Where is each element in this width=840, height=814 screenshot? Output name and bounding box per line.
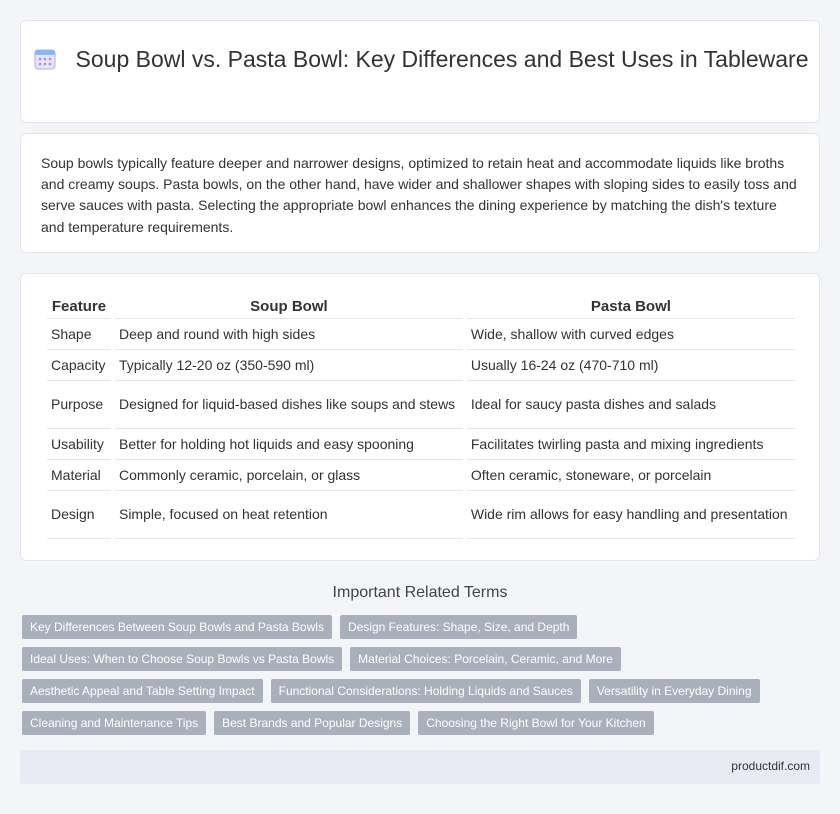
related-term-tag[interactable]: Best Brands and Popular Designs — [214, 711, 410, 735]
feature-cell: Capacity — [47, 350, 111, 381]
soup-cell: Deep and round with high sides — [115, 319, 463, 350]
tag-row — [22, 711, 822, 735]
feature-cell: Usability — [47, 429, 111, 460]
pasta-cell: Ideal for saucy pasta dishes and salads — [467, 381, 795, 429]
related-term-tag[interactable]: Cleaning and Maintenance Tips — [22, 711, 206, 735]
related-term-tag[interactable]: Ideal Uses: When to Choose Soup Bowls vs Pasta Bowls — [22, 647, 342, 671]
soup-cell: Typically 12-20 oz (350-590 ml) — [115, 350, 463, 381]
feature-cell: Shape — [47, 319, 111, 350]
comparison-table-card — [20, 273, 820, 561]
soup-cell: Simple, focused on heat retention — [115, 491, 463, 539]
footer — [20, 750, 820, 784]
related-terms-title: Important Related Terms — [332, 584, 508, 601]
soup-cell: Better for holding hot liquids and easy spooning — [115, 429, 463, 460]
pasta-cell: Facilitates twirling pasta and mixing ingredients — [467, 429, 795, 460]
pasta-cell: Often ceramic, stoneware, or porcelain — [467, 460, 795, 491]
soup-cell: Commonly ceramic, porcelain, or glass — [115, 460, 463, 491]
pasta-cell: Wide rim allows for easy handling and presentation — [467, 491, 795, 539]
comparison-table — [43, 295, 799, 539]
table-header-row — [47, 295, 795, 319]
page-title-text: Soup Bowl vs. Pasta Bowl: Key Differences and Best Uses in Tableware — [75, 46, 809, 72]
feature-cell: Purpose — [47, 381, 111, 429]
intro-paragraph: Soup bowls typically feature deeper and narrower designs, optimized to retain heat and accommodate liquids like broths and creamy soups. Pasta bowls, on the other hand, have wider and shallower shapes with sloping sides to easily toss and serve sauces with pasta. Selecting the appropriate bowl enhances the dining experience by matching the dish's texture and temperature requirements. — [41, 155, 797, 235]
table-row — [47, 491, 795, 539]
table-row — [47, 381, 795, 429]
header-feature: Feature — [47, 295, 111, 319]
pasta-cell: Wide, shallow with curved edges — [467, 319, 795, 350]
header-soup-bowl: Soup Bowl — [115, 295, 463, 319]
table-row — [47, 319, 795, 350]
table-row — [47, 350, 795, 381]
page-title — [21, 45, 821, 74]
table-row — [47, 429, 795, 460]
soup-cell: Designed for liquid-based dishes like soups and stews — [115, 381, 463, 429]
related-term-tag[interactable]: Key Differences Between Soup Bowls and Pasta Bowls — [22, 615, 332, 639]
related-term-tag[interactable]: Versatility in Everyday Dining — [589, 679, 760, 703]
related-term-tag[interactable]: Design Features: Shape, Size, and Depth — [340, 615, 577, 639]
tag-row — [22, 647, 822, 671]
related-term-tag[interactable]: Aesthetic Appeal and Table Setting Impact — [22, 679, 263, 703]
related-term-tag[interactable]: Material Choices: Porcelain, Ceramic, and More — [350, 647, 621, 671]
intro-card — [20, 133, 820, 253]
header-pasta-bowl: Pasta Bowl — [467, 295, 795, 319]
feature-cell: Design — [47, 491, 111, 539]
pasta-cell: Usually 16-24 oz (470-710 ml) — [467, 350, 795, 381]
header-card — [20, 20, 820, 123]
related-term-tag[interactable]: Choosing the Right Bowl for Your Kitchen — [418, 711, 653, 735]
calendar-icon — [34, 48, 56, 70]
footer-site-link[interactable]: productdif.com — [731, 759, 810, 773]
table-row — [47, 460, 795, 491]
related-term-tag[interactable]: Functional Considerations: Holding Liquids and Sauces — [271, 679, 581, 703]
tag-row — [22, 615, 822, 639]
tag-row — [22, 679, 822, 703]
related-terms-tags — [22, 615, 822, 743]
feature-cell: Material — [47, 460, 111, 491]
